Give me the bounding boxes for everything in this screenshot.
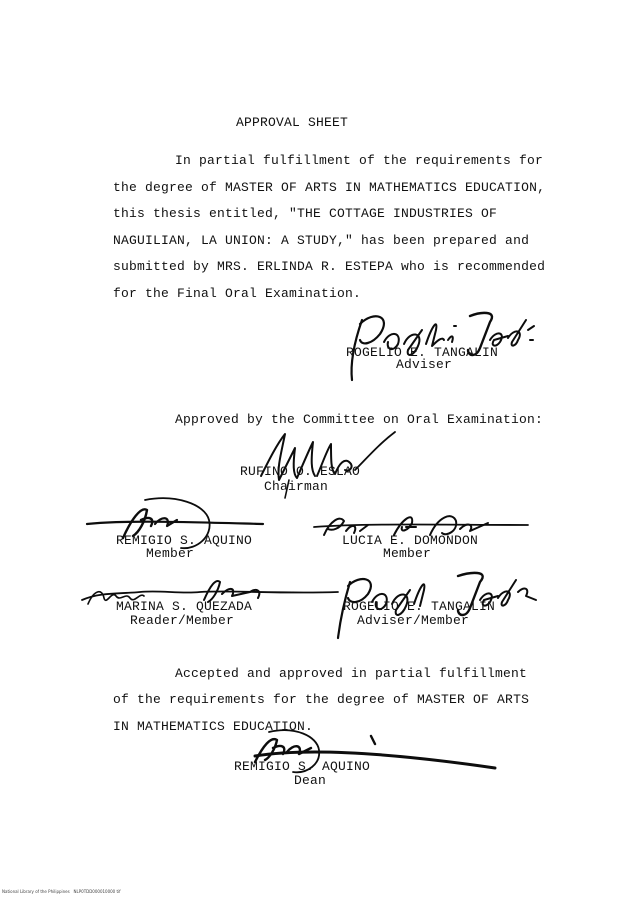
body-line: submitted by MRS. ERLINDA R. ESTEPA who is recommended [113,259,546,274]
member-name: REMIGIO S. AQUINO [116,533,253,548]
acceptance-line: IN MATHEMATICS EDUCATION. [113,719,314,734]
acceptance-line: Accepted and approved in partial fulfillment [175,666,528,681]
member-role: Member [383,546,432,561]
dean-signature [225,722,505,792]
member-name: MARINA S. QUEZADA [116,599,253,614]
scan-footer: National Library of the Philippines NLP0TDD000010000 tif [2,889,121,894]
dean-name: REMIGIO S. AQUINO [234,759,371,774]
body-line: the degree of MASTER OF ARTS IN MATHEMATICS EDUCATION, [113,180,546,195]
body-line: NAGUILIAN, LA UNION: A STUDY," has been prepared and [113,233,530,248]
chairman-name: RUFINO O. ESLAO [240,464,361,479]
dean-role: Dean [294,773,327,788]
member-role: Adviser/Member [357,613,470,628]
body-line: for the Final Oral Examination. [113,286,362,301]
body-line: this thesis entitled, "THE COTTAGE INDUSTRIES OF [113,206,498,221]
adviser-role: Adviser [396,357,453,372]
page-title: APPROVAL SHEET [236,115,349,130]
member-name: LUCIA E. DOMONDON [342,533,479,548]
committee-intro: Approved by the Committee on Oral Examination: [175,412,544,427]
body-line: In partial fulfillment of the requirements for [175,153,544,168]
acceptance-line: of the requirements for the degree of MASTER OF ARTS [113,692,530,707]
member-role: Member [146,546,195,561]
member-role: Reader/Member [130,613,235,628]
member-name: ROGELIO E. TANGALIN [343,599,496,614]
chairman-role: Chairman [264,479,329,494]
adviser-name: ROGELIO E. TANGALIN [346,345,499,360]
